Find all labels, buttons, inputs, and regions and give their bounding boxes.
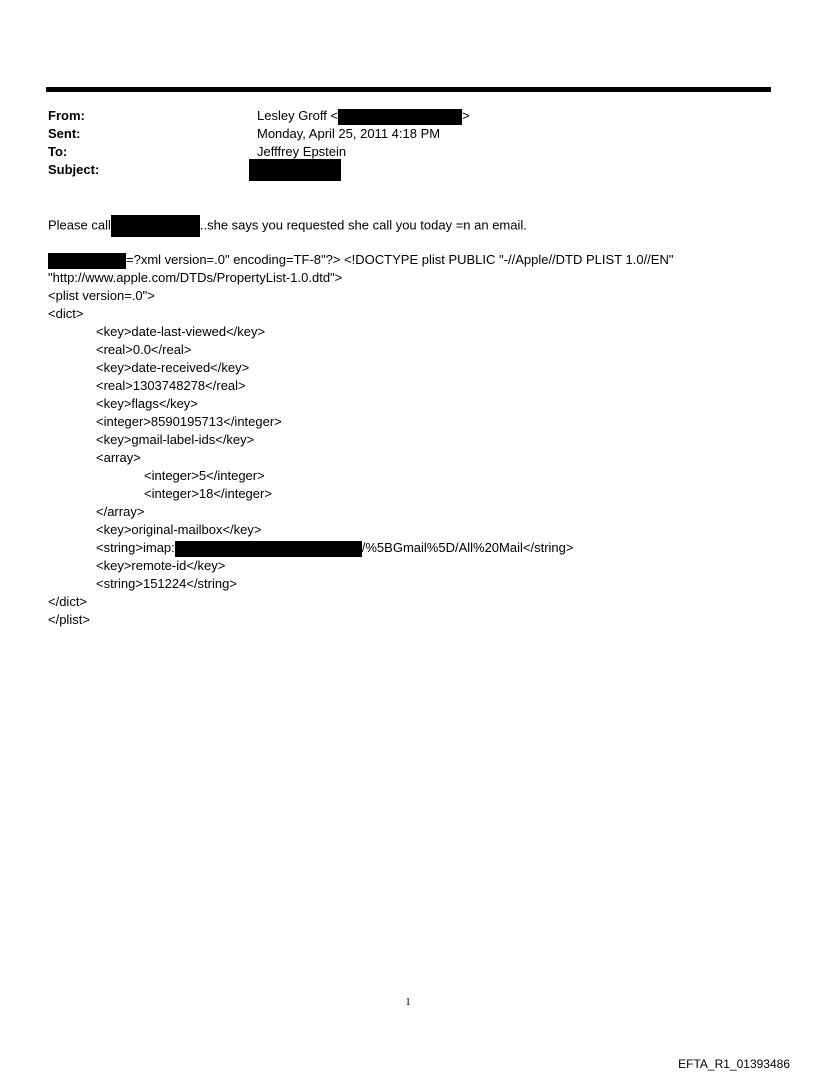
sent-label: Sent: <box>48 126 81 141</box>
imap-line <box>96 539 573 557</box>
subject-redaction-box <box>249 159 341 181</box>
dict-line: <real>0.0</real> <box>96 342 192 357</box>
dict-line: <key>original-mailbox</key> <box>96 522 262 537</box>
from-value-end: > <box>462 108 470 123</box>
body-line-1 <box>48 215 527 237</box>
imap-start: <string>imap: <box>96 540 175 555</box>
imap-redaction-box <box>175 541 362 557</box>
sent-value: Monday, April 25, 2011 4:18 PM <box>257 126 441 141</box>
xml-line-1 <box>48 251 673 269</box>
to-value: Jefffrey Epstein <box>257 144 347 159</box>
dict-line: <string>151224</string> <box>96 576 237 591</box>
page-number: 1 <box>405 996 411 1008</box>
subject-label: Subject: <box>48 162 100 177</box>
imap-end: /%5BGmail%5D/All%20Mail</string> <box>361 540 574 555</box>
dict-line: <key>gmail-label-ids</key> <box>96 432 255 447</box>
close-plist: </plist> <box>48 612 90 627</box>
name-redaction-box <box>111 215 200 237</box>
body-line-1-end: ..she says you requested she call you today =n an email. <box>199 217 527 233</box>
dict-line: <array> <box>96 450 141 465</box>
redaction-box <box>338 109 462 125</box>
dict-line: <real>1303748278</real> <box>96 378 246 393</box>
from-value <box>257 107 470 125</box>
dict-line: <integer>8590195713</integer> <box>96 414 282 429</box>
bates-id: EFTA_R1_01393486 <box>678 1057 790 1071</box>
dict-line: </array> <box>96 504 145 519</box>
xml-line-1-text: =?xml version=.0" encoding=TF-8"?> <!DOCTYPE plist PUBLIC "-//Apple//DTD PLIST 1.0//EN" <box>126 252 674 267</box>
close-dict: </dict> <box>48 594 88 609</box>
body-line-1-start: Please call <box>48 217 111 233</box>
array-item: <integer>18</integer> <box>144 486 272 501</box>
dict-line: <key>date-received</key> <box>96 360 250 375</box>
xml-line-3: <plist version=.0"> <box>48 288 155 303</box>
array-item: <integer>5</integer> <box>144 468 265 483</box>
dict-line: <key>remote-id</key> <box>96 558 226 573</box>
subject-value <box>249 159 341 181</box>
xml-redaction-box <box>48 253 126 269</box>
from-name: Lesley Groff < <box>257 108 339 123</box>
dict-line: <key>date-last-viewed</key> <box>96 324 266 339</box>
to-label: To: <box>48 144 68 159</box>
xml-line-2: "http://www.apple.com/DTDs/PropertyList-1.0.dtd"> <box>48 270 343 285</box>
xml-line-4: <dict> <box>48 306 84 321</box>
dict-line: <key>flags</key> <box>96 396 198 411</box>
header-rule <box>46 87 771 92</box>
from-label: From: <box>48 108 85 123</box>
